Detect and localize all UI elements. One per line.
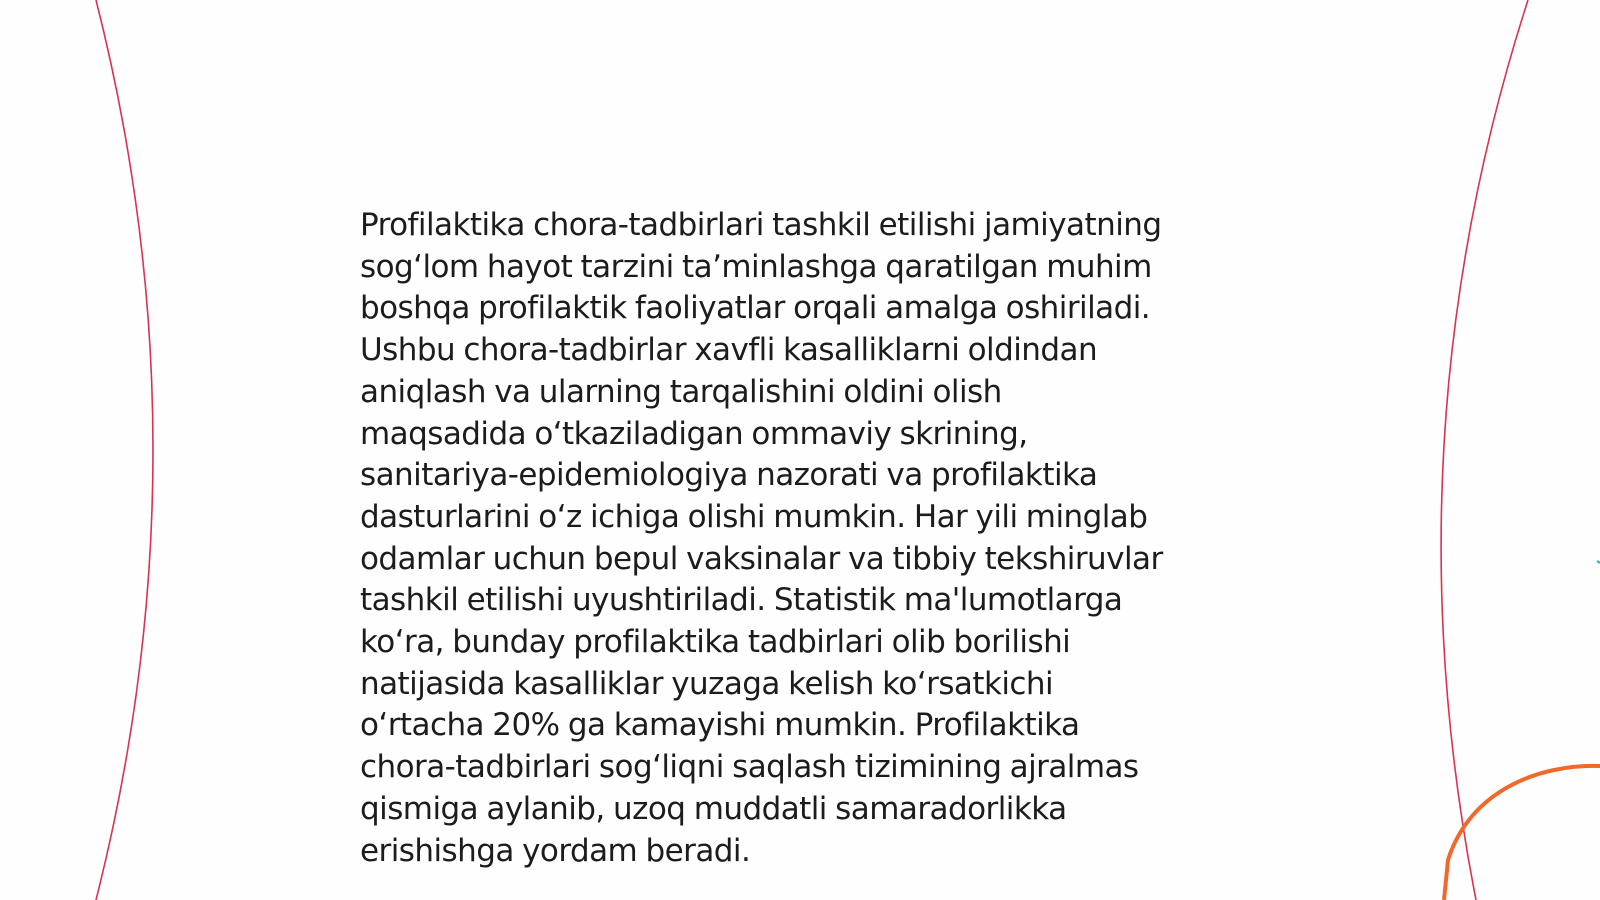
paragraph-line: chora-tadbirlari sog‘liqni saqlash tizimining ajralmas (360, 749, 1139, 786)
right-curve-line (1441, 0, 1528, 900)
paragraph-line: maqsadida o‘tkaziladigan ommaviy skrining, (360, 415, 1028, 452)
paragraph-line: sanitariya-epidemiologiya nazorati va profilaktika (360, 457, 1098, 494)
paragraph-line: boshqa profilaktik faoliyatlar orqali amalga oshiriladi. (360, 290, 1151, 327)
paragraph-line: qismiga aylanib, uzoq muddatli samaradorlikka (360, 790, 1067, 827)
paragraph-line: dasturlarini o‘z ichiga olishi mumkin. Har yili minglab (360, 498, 1148, 535)
paragraph-line: o‘rtacha 20% ga kamayishi mumkin. Profilaktika (360, 707, 1080, 744)
paragraph-line: sog‘lom hayot tarzini ta’minlashga qaratilgan muhim (360, 248, 1152, 285)
paragraph-line: tashkil etilishi uyushtiriladi. Statistik ma'lumotlarga (360, 582, 1123, 619)
paragraph-line: Ushbu chora-tadbirlar xavfli kasalliklarni oldindan (360, 332, 1098, 369)
paragraph-line: natijasida kasalliklar yuzaga kelish ko‘rsatkichi (360, 665, 1054, 702)
paragraph-line: ko‘ra, bunday profilaktika tadbirlari olib borilishi (360, 624, 1071, 661)
paragraph-line: aniqlash va ularning tarqalishini oldini olish (360, 373, 1002, 410)
body-paragraph (360, 205, 1260, 872)
left-curve-line (96, 0, 153, 900)
paragraph-line: erishishga yordam beradi. (360, 832, 751, 869)
paragraph-line: Profilaktika chora-tadbirlari tashkil etilishi jamiyatning (360, 207, 1162, 243)
paragraph-line: odamlar uchun bepul vaksinalar va tibbiy tekshiruvlar (360, 540, 1163, 577)
orange-arc (1444, 766, 1600, 900)
